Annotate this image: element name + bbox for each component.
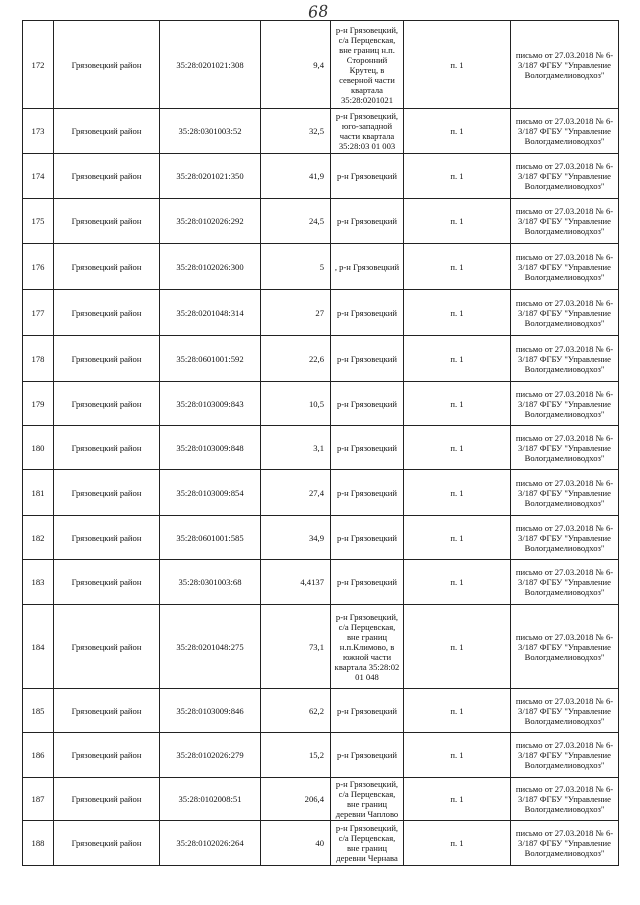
- district-cell: Грязовецкий район: [54, 382, 160, 426]
- district-cell: Грязовецкий район: [54, 778, 160, 821]
- location-cell: , р-н Грязовецкий: [331, 244, 404, 290]
- district-cell: Грязовецкий район: [54, 109, 160, 154]
- table-row: [23, 516, 619, 560]
- table-row: [23, 733, 619, 778]
- area-cell: 10,5: [261, 382, 331, 426]
- table-row: [23, 426, 619, 470]
- document-cell: письмо от 27.03.2018 № 6-3/187 ФГБУ "Управление Вологдамелиоводхоз": [511, 21, 619, 109]
- table-row: [23, 778, 619, 821]
- cadastral-number-cell: 35:28:0301003:68: [160, 560, 261, 605]
- row-number: 184: [23, 605, 54, 689]
- area-cell: 9,4: [261, 21, 331, 109]
- row-number: 173: [23, 109, 54, 154]
- area-cell: 62,2: [261, 689, 331, 733]
- location-cell: р-н Грязовецкий: [331, 689, 404, 733]
- district-cell: Грязовецкий район: [54, 605, 160, 689]
- category-cell: п. 1: [404, 199, 511, 244]
- location-cell: р-н Грязовецкий: [331, 290, 404, 336]
- district-cell: Грязовецкий район: [54, 336, 160, 382]
- row-number: 180: [23, 426, 54, 470]
- row-number: 185: [23, 689, 54, 733]
- row-number: 181: [23, 470, 54, 516]
- cadastral-number-cell: 35:28:0103009:846: [160, 689, 261, 733]
- district-cell: Грязовецкий район: [54, 470, 160, 516]
- district-cell: Грязовецкий район: [54, 426, 160, 470]
- table-row: [23, 470, 619, 516]
- cadastral-number-cell: 35:28:0103009:854: [160, 470, 261, 516]
- district-cell: Грязовецкий район: [54, 560, 160, 605]
- area-cell: 24,5: [261, 199, 331, 244]
- area-cell: 4,4137: [261, 560, 331, 605]
- land-plots-table: [22, 20, 619, 866]
- cadastral-number-cell: 35:28:0103009:843: [160, 382, 261, 426]
- location-cell: р-н Грязовецкий, с/а Перцевская, вне границ н.п.Климово, в южной части квартала 35:28:02 01 048: [331, 605, 404, 689]
- location-cell: р-н Грязовецкий: [331, 382, 404, 426]
- cadastral-number-cell: 35:28:0601001:585: [160, 516, 261, 560]
- row-number: 187: [23, 778, 54, 821]
- document-cell: письмо от 27.03.2018 № 6-3/187 ФГБУ "Управление Вологдамелиоводхоз": [511, 290, 619, 336]
- location-cell: р-н Грязовецкий: [331, 733, 404, 778]
- row-number: 179: [23, 382, 54, 426]
- table-row: [23, 605, 619, 689]
- district-cell: Грязовецкий район: [54, 244, 160, 290]
- cadastral-number-cell: 35:28:0102026:264: [160, 821, 261, 866]
- category-cell: п. 1: [404, 244, 511, 290]
- area-cell: 32,5: [261, 109, 331, 154]
- cadastral-number-cell: 35:28:0103009:848: [160, 426, 261, 470]
- area-cell: 206,4: [261, 778, 331, 821]
- area-cell: 40: [261, 821, 331, 866]
- location-cell: р-н Грязовецкий: [331, 470, 404, 516]
- row-number: 176: [23, 244, 54, 290]
- category-cell: п. 1: [404, 516, 511, 560]
- cadastral-number-cell: 35:28:0301003:52: [160, 109, 261, 154]
- document-cell: письмо от 27.03.2018 № 6-3/187 ФГБУ "Управление Вологдамелиоводхоз": [511, 199, 619, 244]
- cadastral-number-cell: 35:28:0201021:308: [160, 21, 261, 109]
- cadastral-number-cell: 35:28:0201048:314: [160, 290, 261, 336]
- row-number: 178: [23, 336, 54, 382]
- document-cell: письмо от 27.03.2018 № 6-3/187 ФГБУ "Управление Вологдамелиоводхоз": [511, 154, 619, 199]
- row-number: 174: [23, 154, 54, 199]
- document-cell: письмо от 27.03.2018 № 6-3/187 ФГБУ "Управление Вологдамелиоводхоз": [511, 244, 619, 290]
- location-cell: р-н Грязовецкий, с/а Перцевская, вне границ деревни Чаплово: [331, 778, 404, 821]
- cadastral-number-cell: 35:28:0201048:275: [160, 605, 261, 689]
- table-body: [23, 21, 619, 866]
- district-cell: Грязовецкий район: [54, 154, 160, 199]
- row-number: 186: [23, 733, 54, 778]
- category-cell: п. 1: [404, 733, 511, 778]
- cadastral-number-cell: 35:28:0102026:292: [160, 199, 261, 244]
- location-cell: р-н Грязовецкий, юго-западной части квартала 35:28:03 01 003: [331, 109, 404, 154]
- area-cell: 34,9: [261, 516, 331, 560]
- location-cell: р-н Грязовецкий: [331, 560, 404, 605]
- location-cell: р-н Грязовецкий, с/а Перцевская, вне границ деревни Чернава: [331, 821, 404, 866]
- cadastral-number-cell: 35:28:0102026:279: [160, 733, 261, 778]
- area-cell: 15,2: [261, 733, 331, 778]
- area-cell: 27: [261, 290, 331, 336]
- category-cell: п. 1: [404, 21, 511, 109]
- district-cell: Грязовецкий район: [54, 21, 160, 109]
- cadastral-number-cell: 35:28:0102026:300: [160, 244, 261, 290]
- area-cell: 73,1: [261, 605, 331, 689]
- table-row: [23, 560, 619, 605]
- category-cell: п. 1: [404, 154, 511, 199]
- district-cell: Грязовецкий район: [54, 199, 160, 244]
- row-number: 182: [23, 516, 54, 560]
- category-cell: п. 1: [404, 426, 511, 470]
- category-cell: п. 1: [404, 778, 511, 821]
- table-row: [23, 244, 619, 290]
- district-cell: Грязовецкий район: [54, 689, 160, 733]
- location-cell: р-н Грязовецкий: [331, 199, 404, 244]
- district-cell: Грязовецкий район: [54, 821, 160, 866]
- row-number: 175: [23, 199, 54, 244]
- table-row: [23, 109, 619, 154]
- document-cell: письмо от 27.03.2018 № 6-3/187 ФГБУ "Управление Вологдамелиоводхоз": [511, 109, 619, 154]
- document-cell: письмо от 27.03.2018 № 6-3/187 ФГБУ "Управление Вологдамелиоводхоз": [511, 689, 619, 733]
- location-cell: р-н Грязовецкий, с/а Перцевская, вне границ н.п. Сторонний Крутец, в северной части квартала 35:28:0201021: [331, 21, 404, 109]
- category-cell: п. 1: [404, 821, 511, 866]
- category-cell: п. 1: [404, 336, 511, 382]
- area-cell: 5: [261, 244, 331, 290]
- location-cell: р-н Грязовецкий: [331, 154, 404, 199]
- area-cell: 3,1: [261, 426, 331, 470]
- row-number: 183: [23, 560, 54, 605]
- area-cell: 41,9: [261, 154, 331, 199]
- location-cell: р-н Грязовецкий: [331, 426, 404, 470]
- table-row: [23, 689, 619, 733]
- district-cell: Грязовецкий район: [54, 733, 160, 778]
- table-row: [23, 21, 619, 109]
- cadastral-number-cell: 35:28:0201021:350: [160, 154, 261, 199]
- table-row: [23, 154, 619, 199]
- document-cell: письмо от 27.03.2018 № 6-3/187 ФГБУ "Управление Вологдамелиоводхоз": [511, 605, 619, 689]
- document-cell: письмо от 27.03.2018 № 6-3/187 ФГБУ "Управление Вологдамелиоводхоз": [511, 470, 619, 516]
- category-cell: п. 1: [404, 470, 511, 516]
- document-cell: письмо от 27.03.2018 № 6-3/187 ФГБУ "Управление Вологдамелиоводхоз": [511, 336, 619, 382]
- district-cell: Грязовецкий район: [54, 516, 160, 560]
- table-row: [23, 199, 619, 244]
- document-cell: письмо от 27.03.2018 № 6-3/187 ФГБУ "Управление Вологдамелиоводхоз": [511, 426, 619, 470]
- category-cell: п. 1: [404, 109, 511, 154]
- document-cell: письмо от 27.03.2018 № 6-3/187 ФГБУ "Управление Вологдамелиоводхоз": [511, 778, 619, 821]
- row-number: 177: [23, 290, 54, 336]
- table-row: [23, 290, 619, 336]
- location-cell: р-н Грязовецкий: [331, 516, 404, 560]
- category-cell: п. 1: [404, 605, 511, 689]
- row-number: 188: [23, 821, 54, 866]
- area-cell: 27,4: [261, 470, 331, 516]
- category-cell: п. 1: [404, 290, 511, 336]
- document-cell: письмо от 27.03.2018 № 6-3/187 ФГБУ "Управление Вологдамелиоводхоз": [511, 516, 619, 560]
- page-number: 68: [307, 1, 329, 22]
- table-row: [23, 821, 619, 866]
- district-cell: Грязовецкий район: [54, 290, 160, 336]
- location-cell: р-н Грязовецкий: [331, 336, 404, 382]
- category-cell: п. 1: [404, 382, 511, 426]
- document-cell: письмо от 27.03.2018 № 6-3/187 ФГБУ "Управление Вологдамелиоводхоз": [511, 733, 619, 778]
- document-cell: письмо от 27.03.2018 № 6-3/187 ФГБУ "Управление Вологдамелиоводхоз": [511, 560, 619, 605]
- table-row: [23, 336, 619, 382]
- document-cell: письмо от 27.03.2018 № 6-3/187 ФГБУ "Управление Вологдамелиоводхоз": [511, 382, 619, 426]
- row-number: 172: [23, 21, 54, 109]
- table-row: [23, 382, 619, 426]
- category-cell: п. 1: [404, 689, 511, 733]
- cadastral-number-cell: 35:28:0102008:51: [160, 778, 261, 821]
- document-cell: письмо от 27.03.2018 № 6-3/187 ФГБУ "Управление Вологдамелиоводхоз": [511, 821, 619, 866]
- cadastral-number-cell: 35:28:0601001:592: [160, 336, 261, 382]
- category-cell: п. 1: [404, 560, 511, 605]
- area-cell: 22,6: [261, 336, 331, 382]
